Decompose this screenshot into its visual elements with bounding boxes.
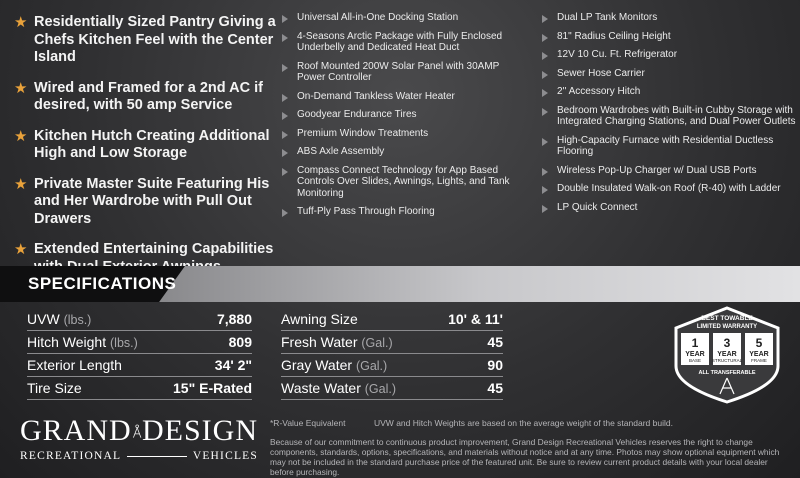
triangle-bullet-icon [542, 138, 548, 146]
triangle-bullet-icon [542, 205, 548, 213]
list-item: ABS Axle Assembly [282, 146, 514, 158]
specifications-header-bar [0, 266, 800, 302]
triangle-bullet-icon [282, 149, 288, 157]
table-row [27, 377, 252, 400]
triangle-bullet-icon [542, 15, 548, 23]
triangle-bullet-icon [282, 94, 288, 102]
list-item: Sewer Hose Carrier [542, 68, 797, 80]
star-icon: ★ [14, 14, 28, 31]
logo-sub-right: VEHICLES [192, 450, 258, 462]
disclaimer: Because of our commitment to continuous product improvement, Grand Design Recreational Vehicles reserves the right to change components, standards, options, specifications, and materials without notice and at any time. Photos may show optional equipment which may not be included in the standard purchase price of the featured unit. Be sure to review current product details with your local dealer before purchasing. [270, 437, 780, 477]
logo-divider [127, 456, 187, 457]
logo-word-left: GRAND [20, 414, 132, 447]
list-item: Bedroom Wardrobes with Built-in Cubby Storage with Integrated Charging Stations, and Dual Power Outlets [542, 105, 797, 128]
triangle-bullet-icon [282, 112, 288, 120]
spec-label: Gray Water [281, 357, 353, 373]
star-icon: ★ [14, 175, 28, 193]
table-row [281, 308, 503, 331]
brand-logo [20, 414, 258, 462]
spec-value: 90 [487, 357, 503, 373]
list-item: 4-Seasons Arctic Package with Fully Enclosed Underbelly and Dedicated Heat Duct [282, 31, 514, 54]
list-item: 12V 10 Cu. Ft. Refrigerator [542, 49, 797, 61]
svg-text:1: 1 [691, 336, 699, 350]
triangle-bullet-icon [282, 131, 288, 139]
rvalue-note: *R-Value Equivalent [270, 418, 346, 428]
list-item: Double Insulated Walk-on Roof (R-40) with Ladder [542, 183, 797, 195]
list-item: Wireless Pop-Up Charger w/ Dual USB Ports [542, 165, 797, 177]
weight-note: UVW and Hitch Weights are based on the average weight of the standard build. [374, 418, 673, 428]
spec-value: 809 [228, 334, 252, 350]
spec-value: 45 [487, 334, 503, 350]
list-item: ★ Wired and Framed for a 2nd AC if desired, with 50 amp Service [14, 79, 263, 113]
spec-unit: (lbs.) [63, 313, 92, 327]
triangle-bullet-icon [542, 168, 548, 176]
svg-text:YEAR: YEAR [749, 351, 769, 358]
triangle-bullet-icon [282, 34, 288, 42]
star-icon: ★ [14, 241, 28, 258]
spec-value: 15" E-Rated [173, 380, 252, 396]
list-item: Dual LP Tank Monitors [542, 12, 797, 24]
spec-value: 45 [487, 380, 503, 396]
list-item: 2'' Accessory Hitch [542, 86, 797, 98]
spec-label: Awning Size [281, 311, 358, 327]
triangle-bullet-icon [542, 186, 548, 194]
star-icon: ★ [14, 127, 28, 145]
specifications-title: SPECIFICATIONS [28, 274, 177, 293]
triangle-bullet-icon [282, 168, 288, 176]
spec-unit: (Gal.) [361, 336, 393, 350]
table-row [281, 377, 503, 400]
logo-sub-left: RECREATIONAL [20, 450, 122, 462]
svg-text:YEAR: YEAR [685, 351, 705, 358]
list-item: Universal All-in-One Docking Station [282, 12, 514, 24]
list-item: Tuff-Ply Pass Through Flooring [282, 206, 514, 218]
specifications-table-left [27, 308, 252, 400]
triangle-bullet-icon [282, 209, 288, 217]
compass-icon [132, 416, 142, 446]
list-item: ★ Private Master Suite Featuring His and Her Wardrobe with Pull Out Drawers [14, 175, 270, 227]
star-icon: ★ [14, 79, 28, 97]
table-row [27, 331, 252, 354]
triangle-bullet-icon [542, 108, 548, 116]
spec-value: 10' & 11' [448, 311, 503, 327]
list-item: Roof Mounted 200W Solar Panel with 30AMP Power Controller [282, 61, 514, 84]
table-row [27, 354, 252, 377]
features-list-right [542, 12, 797, 220]
svg-text:FRAME: FRAME [751, 358, 767, 363]
spec-label: Hitch Weight [27, 334, 107, 350]
list-item: High-Capacity Furnace with Residential Ductless Flooring [542, 135, 797, 158]
list-item: ★ Residentially Sized Pantry Giving a Chefs Kitchen Feel with the Center Island [14, 14, 276, 65]
highlights-list [14, 14, 276, 289]
table-row [281, 354, 503, 377]
features-list-middle [282, 12, 514, 225]
list-item: Compass Connect Technology for App Based Controls Over Slides, Awnings, Lights, and Tank Monitoring [282, 165, 514, 200]
list-item: LP Quick Connect [542, 202, 797, 214]
triangle-bullet-icon [542, 71, 548, 79]
list-item: Premium Window Treatments [282, 128, 514, 140]
spec-label: Fresh Water [281, 334, 358, 350]
warranty-footer: ALL TRANSFERABLE [698, 370, 756, 376]
svg-text:BASE: BASE [688, 358, 702, 363]
spec-unit: (Gal.) [355, 359, 388, 373]
spec-label: Tire Size [27, 380, 82, 396]
spec-label: Exterior Length [27, 357, 122, 373]
spec-value: 7,880 [216, 311, 252, 327]
logo-word-right: DESIGN [142, 414, 258, 447]
svg-text:YEAR: YEAR [717, 351, 737, 358]
spec-label: Waste Water [281, 380, 361, 396]
triangle-bullet-icon [282, 64, 288, 72]
list-item: ★ Kitchen Hutch Creating Additional High and Low Storage [14, 127, 270, 161]
triangle-bullet-icon [282, 15, 288, 23]
svg-text:STRUCTURAL: STRUCTURAL [711, 358, 743, 363]
specifications-table-right [281, 308, 503, 400]
list-item: 81" Radius Ceiling Height [542, 31, 797, 43]
spec-label: UVW [27, 311, 60, 327]
triangle-bullet-icon [542, 34, 548, 42]
spec-unit: (Gal.) [364, 382, 397, 396]
warranty-heading-2: LIMITED WARRANTY [696, 324, 758, 330]
svg-text:5: 5 [755, 336, 763, 350]
table-row [27, 308, 252, 331]
spec-unit: (lbs.) [110, 336, 138, 350]
list-item: ★ Extended Entertaining Capabilities [14, 241, 274, 258]
triangle-bullet-icon [542, 52, 548, 60]
table-row [281, 331, 503, 354]
warranty-badge [672, 306, 782, 404]
list-item: On-Demand Tankless Water Heater [282, 91, 514, 103]
spec-value: 34' 2" [214, 357, 252, 373]
warranty-heading-1: BEST TOWABLE [701, 315, 753, 322]
list-item: Goodyear Endurance Tires [282, 109, 514, 121]
triangle-bullet-icon [542, 89, 548, 97]
svg-text:3: 3 [723, 336, 731, 350]
